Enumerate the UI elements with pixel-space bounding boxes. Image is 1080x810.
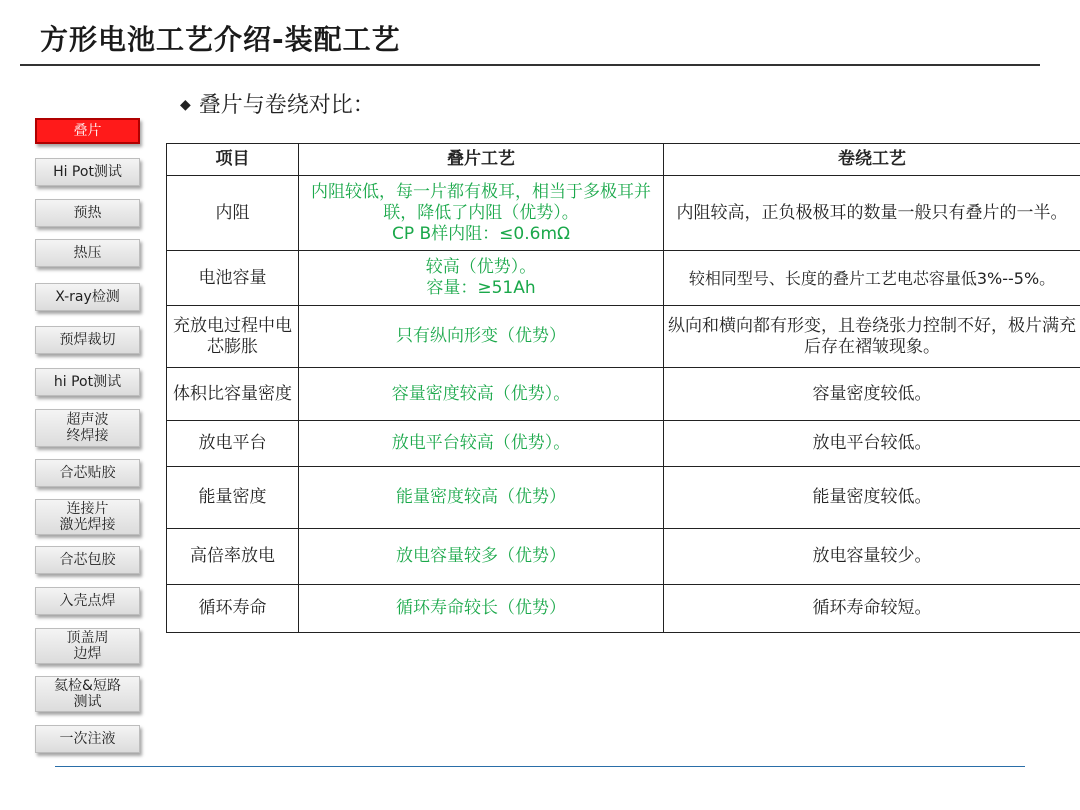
row-item: 高倍率放电: [167, 529, 299, 585]
sidebar-item-stacking[interactable]: 叠片: [35, 118, 140, 144]
section-heading-text: 叠片与卷绕对比：: [198, 93, 375, 118]
title-divider: [20, 64, 1040, 66]
section-heading: [180, 88, 375, 119]
row-item: 能量密度: [167, 467, 299, 529]
sidebar-item-hot-press[interactable]: 热压: [35, 239, 140, 267]
row-winding: 容量密度较低。: [664, 368, 1080, 421]
page-title: 方形电池工艺介绍-装配工艺: [40, 23, 401, 56]
row-stacking: 循环寿命较长（优势）: [299, 585, 664, 633]
row-winding: 循环寿命较短。: [664, 585, 1080, 633]
row-stacking: 放电平台较高（优势）。: [299, 421, 664, 467]
row-winding: 较相同型号、长度的叠片工艺电芯容量低3%--5%。: [664, 251, 1080, 306]
footer-divider: [55, 766, 1025, 767]
table-row: [167, 467, 1080, 529]
sidebar-item-first-injection[interactable]: 一次注液: [35, 725, 140, 753]
row-item: 循环寿命: [167, 585, 299, 633]
row-item: 内阻: [167, 176, 299, 251]
row-stacking: 能量密度较高（优势）: [299, 467, 664, 529]
row-item: 放电平台: [167, 421, 299, 467]
table-row: [167, 529, 1080, 585]
sidebar-item-hipot-test-2[interactable]: hi Pot测试: [35, 368, 140, 396]
row-stacking: 放电容量较多（优势）: [299, 529, 664, 585]
diamond-bullet-icon: ◆: [180, 97, 191, 113]
sidebar-item-hipot-test[interactable]: Hi Pot测试: [35, 158, 140, 186]
header-stacking: 叠片工艺: [299, 144, 664, 176]
sidebar-item-core-wrapping[interactable]: 合芯包胶: [35, 546, 140, 574]
comparison-table: [166, 143, 1080, 633]
row-stacking: 较高（优势）。 容量：≥51Ah: [299, 251, 664, 306]
row-item: 充放电过程中电芯膨胀: [167, 306, 299, 368]
sidebar-item-pre-weld-cut[interactable]: 预焊裁切: [35, 326, 140, 354]
table-row: [167, 585, 1080, 633]
table-row: [167, 368, 1080, 421]
sidebar-item-core-taping[interactable]: 合芯贴胶: [35, 459, 140, 487]
row-winding: 纵向和横向都有形变，且卷绕张力控制不好，极片满充后存在褶皱现象。: [664, 306, 1080, 368]
sidebar-item-preheat[interactable]: 预热: [35, 199, 140, 227]
header-winding: 卷绕工艺: [664, 144, 1080, 176]
row-stacking: 容量密度较高（优势）。: [299, 368, 664, 421]
row-item: 体积比容量密度: [167, 368, 299, 421]
header-item: 项目: [167, 144, 299, 176]
sidebar-item-helium-short-test[interactable]: 氦检&短路 测试: [35, 676, 140, 712]
sidebar-item-cap-edge-weld[interactable]: 顶盖周 边焊: [35, 628, 140, 664]
row-item: 电池容量: [167, 251, 299, 306]
row-winding: 放电平台较低。: [664, 421, 1080, 467]
sidebar-item-xray-inspection[interactable]: X-ray检测: [35, 283, 140, 311]
sidebar-item-laser-weld[interactable]: 连接片 激光焊接: [35, 499, 140, 535]
row-stacking: 内阻较低，每一片都有极耳，相当于多极耳并联，降低了内阻（优势）。 CP B样内阻：≤0.6mΩ: [299, 176, 664, 251]
row-stacking: 只有纵向形变（优势）: [299, 306, 664, 368]
sidebar-item-ultrasonic-weld[interactable]: 超声波 终焊接: [35, 409, 140, 447]
table-row: [167, 306, 1080, 368]
table-header-row: [167, 144, 1080, 176]
row-winding: 放电容量较少。: [664, 529, 1080, 585]
table-row: [167, 251, 1080, 306]
row-winding: 能量密度较低。: [664, 467, 1080, 529]
table-row: [167, 421, 1080, 467]
table-row: [167, 176, 1080, 251]
row-winding: 内阻较高，正负极极耳的数量一般只有叠片的一半。: [664, 176, 1080, 251]
sidebar-item-casing-spot-weld[interactable]: 入壳点焊: [35, 587, 140, 615]
